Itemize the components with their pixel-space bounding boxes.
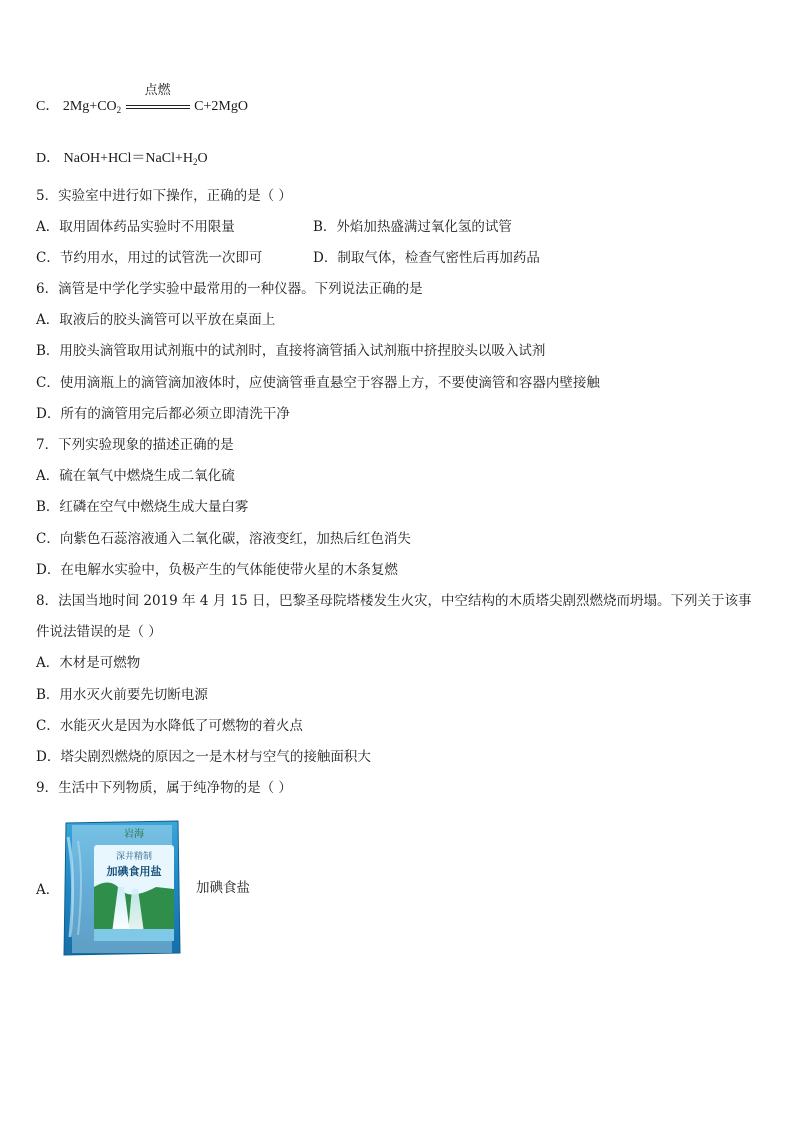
q8-option-d: D．塔尖剧烈燃烧的原因之一是木材与空气的接触面积大 [36, 749, 371, 765]
reactants: 2Mg+CO [62, 99, 117, 115]
q9-option-a-label: A． [36, 882, 60, 898]
q5-option-c: C．节约用水，用过的试管洗一次即可 [36, 250, 263, 266]
q4-option-d [36, 150, 208, 171]
q6-option-c: C．使用滴瓶上的滴管滴加液体时，应使滴管垂直悬空于容器上方，不要使滴管和容器内壁接触 [36, 375, 600, 391]
q6-option-d: D．所有的滴管用完后都必须立即清洗干净 [36, 406, 290, 422]
iodized-salt-package-image [60, 817, 184, 959]
package-line1-text: 深井精制 [115, 852, 153, 862]
q8-stem-line1: 8．法国当地时间 2019 年 4 月 15 日，巴黎圣母院塔楼发生火灾，中空结构的木质塔尖剧烈燃烧而坍塌。下列关于该事 [36, 593, 752, 609]
equation-part: O [197, 151, 208, 166]
equals-bar [126, 105, 190, 109]
q7-option-a: A．硫在氧气中燃烧生成二氧化硫 [36, 468, 235, 484]
q7-option-c: C．向紫色石蕊溶液通入二氧化碳，溶液变红，加热后红色消失 [36, 531, 411, 547]
q6-option-a: A．取液后的胶头滴管可以平放在桌面上 [36, 312, 276, 328]
q7-stem: 7．下列实验现象的描述正确的是 [36, 437, 234, 453]
reaction-condition: 点燃 [144, 83, 171, 98]
q8-option-b: B．用水灭火前要先切断电源 [36, 687, 208, 703]
q5-option-d: D．制取气体，检查气密性后再加药品 [313, 250, 540, 266]
q9-stem: 9．生活中下列物质，属于纯净物的是（ ） [36, 780, 292, 796]
option-label: C． [36, 99, 60, 115]
subscript: 2 [116, 105, 122, 116]
q5-stem: 5．实验室中进行如下操作，正确的是（ ） [36, 188, 292, 204]
q9-option-a-text: 加碘食盐 [196, 880, 250, 896]
package-line2-text: 加碘食用盐 [106, 865, 162, 878]
q8-stem-line2: 件说法错误的是（ ） [36, 624, 162, 640]
q7-option-b: B．红磷在空气中燃烧生成大量白雾 [36, 499, 249, 515]
q8-option-a: A．木材是可燃物 [36, 655, 141, 671]
subscript: 2 [192, 157, 198, 167]
q5-option-a: A．取用固体药品实验时不用限量 [36, 219, 235, 235]
equation-part: NaOH+HCl＝NaCl+H [63, 151, 193, 166]
package-brand-text: 岩海 [124, 829, 144, 840]
option-label: D． [36, 151, 61, 166]
q5-option-b: B．外焰加热盛满过氧化氢的试管 [313, 219, 512, 235]
q7-option-d: D．在电解水实验中，负极产生的气体能使带火星的木条复燃 [36, 562, 398, 578]
q6-option-b: B．用胶头滴管取用试剂瓶中的试剂时，直接将滴管插入试剂瓶中挤捏胶头以吸入试剂 [36, 343, 546, 359]
products: C+2MgO [194, 99, 248, 115]
q6-stem: 6．滴管是中学化学实验中最常用的一种仪器。下列说法正确的是 [36, 281, 423, 297]
reaction-condition-arrow [126, 83, 190, 116]
q8-option-c: C．水能灭火是因为水降低了可燃物的着火点 [36, 718, 303, 734]
q4-option-c [36, 83, 248, 119]
